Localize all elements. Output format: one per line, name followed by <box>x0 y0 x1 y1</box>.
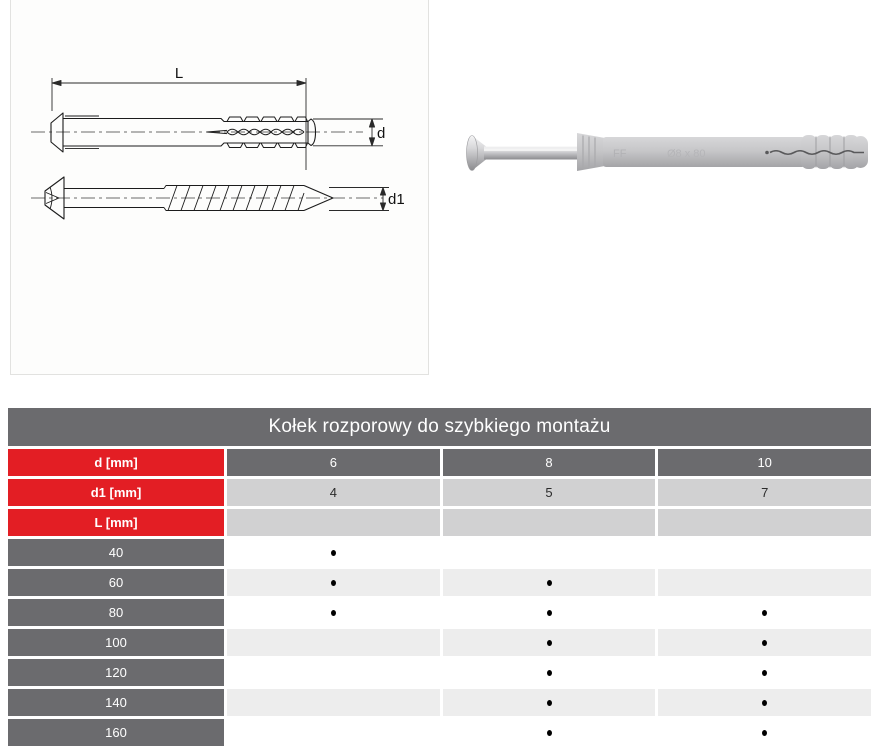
dim-l-label: L <box>174 65 184 82</box>
table-cell <box>443 659 656 686</box>
table-cell: 8 <box>443 449 656 476</box>
row-label: 140 <box>8 689 224 716</box>
plug-expansion-teeth-top <box>227 117 308 122</box>
plug-body-top <box>63 119 308 122</box>
table-row <box>8 719 871 746</box>
spec-table <box>8 408 871 746</box>
product-slot-dot <box>765 151 769 155</box>
availability-dot <box>762 640 767 646</box>
availability-dot <box>547 580 552 586</box>
table-cell <box>443 599 656 626</box>
plug-body-bottom <box>63 143 308 146</box>
dim-l-arrow-right <box>297 80 306 85</box>
technical-drawing <box>11 0 430 376</box>
availability-dot <box>331 580 336 586</box>
table-cell <box>443 569 656 596</box>
availability-dot <box>331 610 336 616</box>
availability-dot <box>762 670 767 676</box>
product-photo <box>455 110 875 200</box>
availability-dot <box>547 730 552 736</box>
table-cell <box>227 689 440 716</box>
dim-l-arrow-left <box>52 80 61 85</box>
availability-dot <box>547 640 552 646</box>
product-screw <box>467 136 581 171</box>
table-row <box>8 569 871 596</box>
row-label: 100 <box>8 629 224 656</box>
table-cell <box>227 509 440 536</box>
spec-table-rows <box>8 449 871 746</box>
row-label: 80 <box>8 599 224 626</box>
table-cell: 7 <box>658 479 871 506</box>
table-cell <box>227 719 440 746</box>
table-row <box>8 689 871 716</box>
table-cell: 10 <box>658 449 871 476</box>
availability-dot <box>547 610 552 616</box>
table-cell: 6 <box>227 449 440 476</box>
availability-dot <box>547 700 552 706</box>
table-cell <box>658 689 871 716</box>
row-label: d1 [mm] <box>8 479 224 506</box>
row-label: d [mm] <box>8 449 224 476</box>
dim-d1-label: d1 <box>388 191 405 208</box>
table-title: Kołek rozporowy do szybkiego montażu <box>8 408 871 446</box>
table-cell <box>443 689 656 716</box>
table-cell <box>227 629 440 656</box>
table-row <box>8 629 871 656</box>
table-cell <box>227 539 440 566</box>
dim-d1-arrow-top <box>380 188 385 196</box>
table-cell <box>658 629 871 656</box>
availability-dot <box>331 550 336 556</box>
plug-head <box>51 113 63 152</box>
dim-d-label: d <box>377 125 386 142</box>
product-marking-size: Ø8 x 80 <box>667 148 706 160</box>
table-cell <box>227 659 440 686</box>
table-cell <box>658 509 871 536</box>
product-marking-brand: FF <box>613 148 627 160</box>
table-cell <box>443 719 656 746</box>
plug-expansion-teeth-bottom <box>227 143 308 148</box>
row-label: 40 <box>8 539 224 566</box>
table-cell <box>443 539 656 566</box>
row-label: 120 <box>8 659 224 686</box>
table-cell <box>658 719 871 746</box>
availability-dot <box>762 700 767 706</box>
dim-d1-arrow-bottom <box>380 203 385 211</box>
row-label: L [mm] <box>8 509 224 536</box>
table-row <box>8 449 871 476</box>
table-cell <box>227 569 440 596</box>
row-label: 160 <box>8 719 224 746</box>
table-cell <box>443 629 656 656</box>
table-row <box>8 479 871 506</box>
availability-dot <box>762 610 767 616</box>
table-cell <box>658 569 871 596</box>
dimension-screw-diameter <box>329 188 405 211</box>
table-cell <box>658 539 871 566</box>
table-cell <box>443 509 656 536</box>
dim-d-arrow-top <box>369 119 374 127</box>
availability-dot <box>547 670 552 676</box>
screw-side-view <box>31 177 383 219</box>
row-label: 60 <box>8 569 224 596</box>
dim-d-arrow-bottom <box>369 138 374 146</box>
table-row <box>8 599 871 626</box>
table-cell <box>658 599 871 626</box>
table-cell <box>227 599 440 626</box>
table-row <box>8 659 871 686</box>
technical-drawing-panel <box>10 0 429 375</box>
table-cell <box>658 659 871 686</box>
table-cell: 5 <box>443 479 656 506</box>
table-row <box>8 509 871 536</box>
table-row <box>8 539 871 566</box>
availability-dot <box>762 730 767 736</box>
table-cell: 4 <box>227 479 440 506</box>
